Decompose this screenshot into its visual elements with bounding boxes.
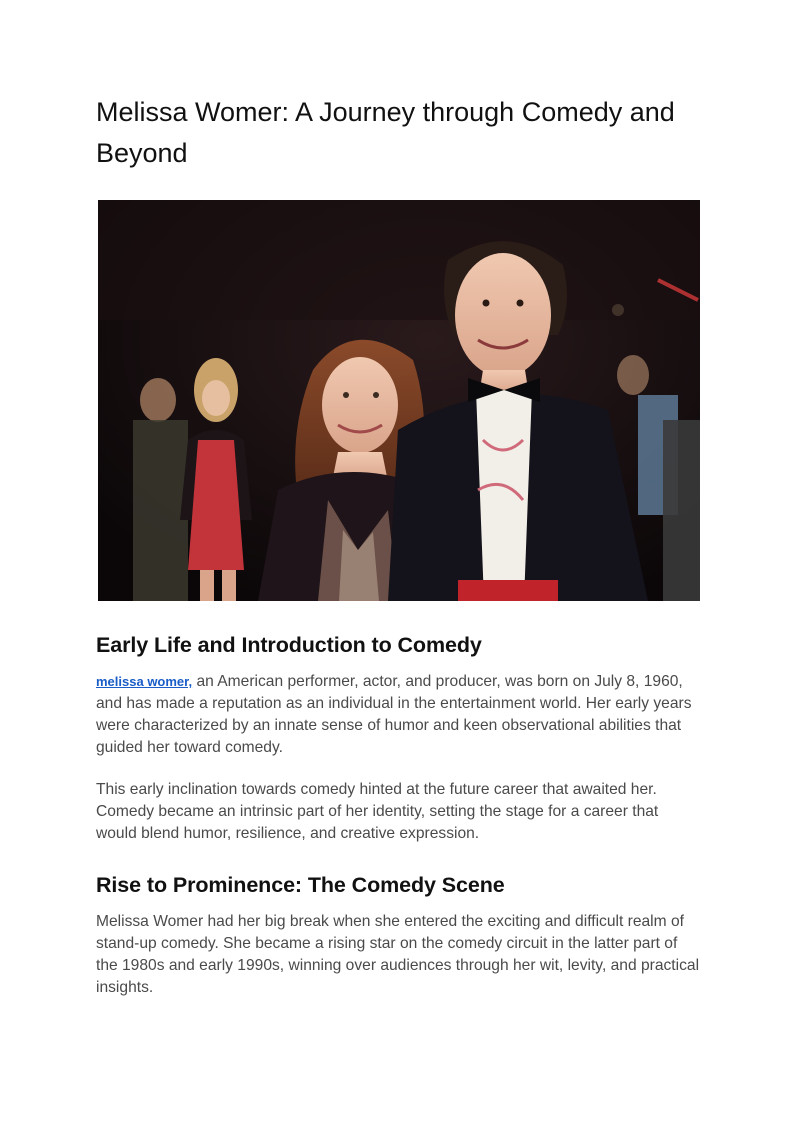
photo-illustration-icon [98, 200, 700, 601]
section-heading-early-life: Early Life and Introduction to Comedy [96, 633, 482, 657]
melissa-womer-link[interactable]: melissa womer, [96, 674, 193, 689]
paragraph-early-life-1 [96, 671, 700, 759]
paragraph-early-life-1-text: an American performer, actor, and producer, was born on July 8, 1960, and has made a reputation as an individual in the entertainment world. Her early years were characterized by an innate sense of humor and keen observational abilities that guided her toward comedy. [96, 673, 692, 756]
section-heading-rise-to-prominence: Rise to Prominence: The Comedy Scene [96, 873, 505, 897]
hero-photo [98, 200, 700, 601]
document-title: Melissa Womer: A Journey through Comedy and Beyond [96, 97, 675, 168]
paragraph-early-life-2: This early inclination towards comedy hinted at the future career that awaited her. Comedy became an intrinsic part of her identity, setting the stage for a career that would blend humor, resilience, and creative expression. [96, 781, 659, 842]
paragraph-rise-1: Melissa Womer had her big break when she entered the exciting and difficult realm of stand-up comedy. She became a rising star on the comedy circuit in the latter part of the 1980s and early 1990s, winning over audiences through her wit, levity, and practical insights. [96, 913, 700, 996]
